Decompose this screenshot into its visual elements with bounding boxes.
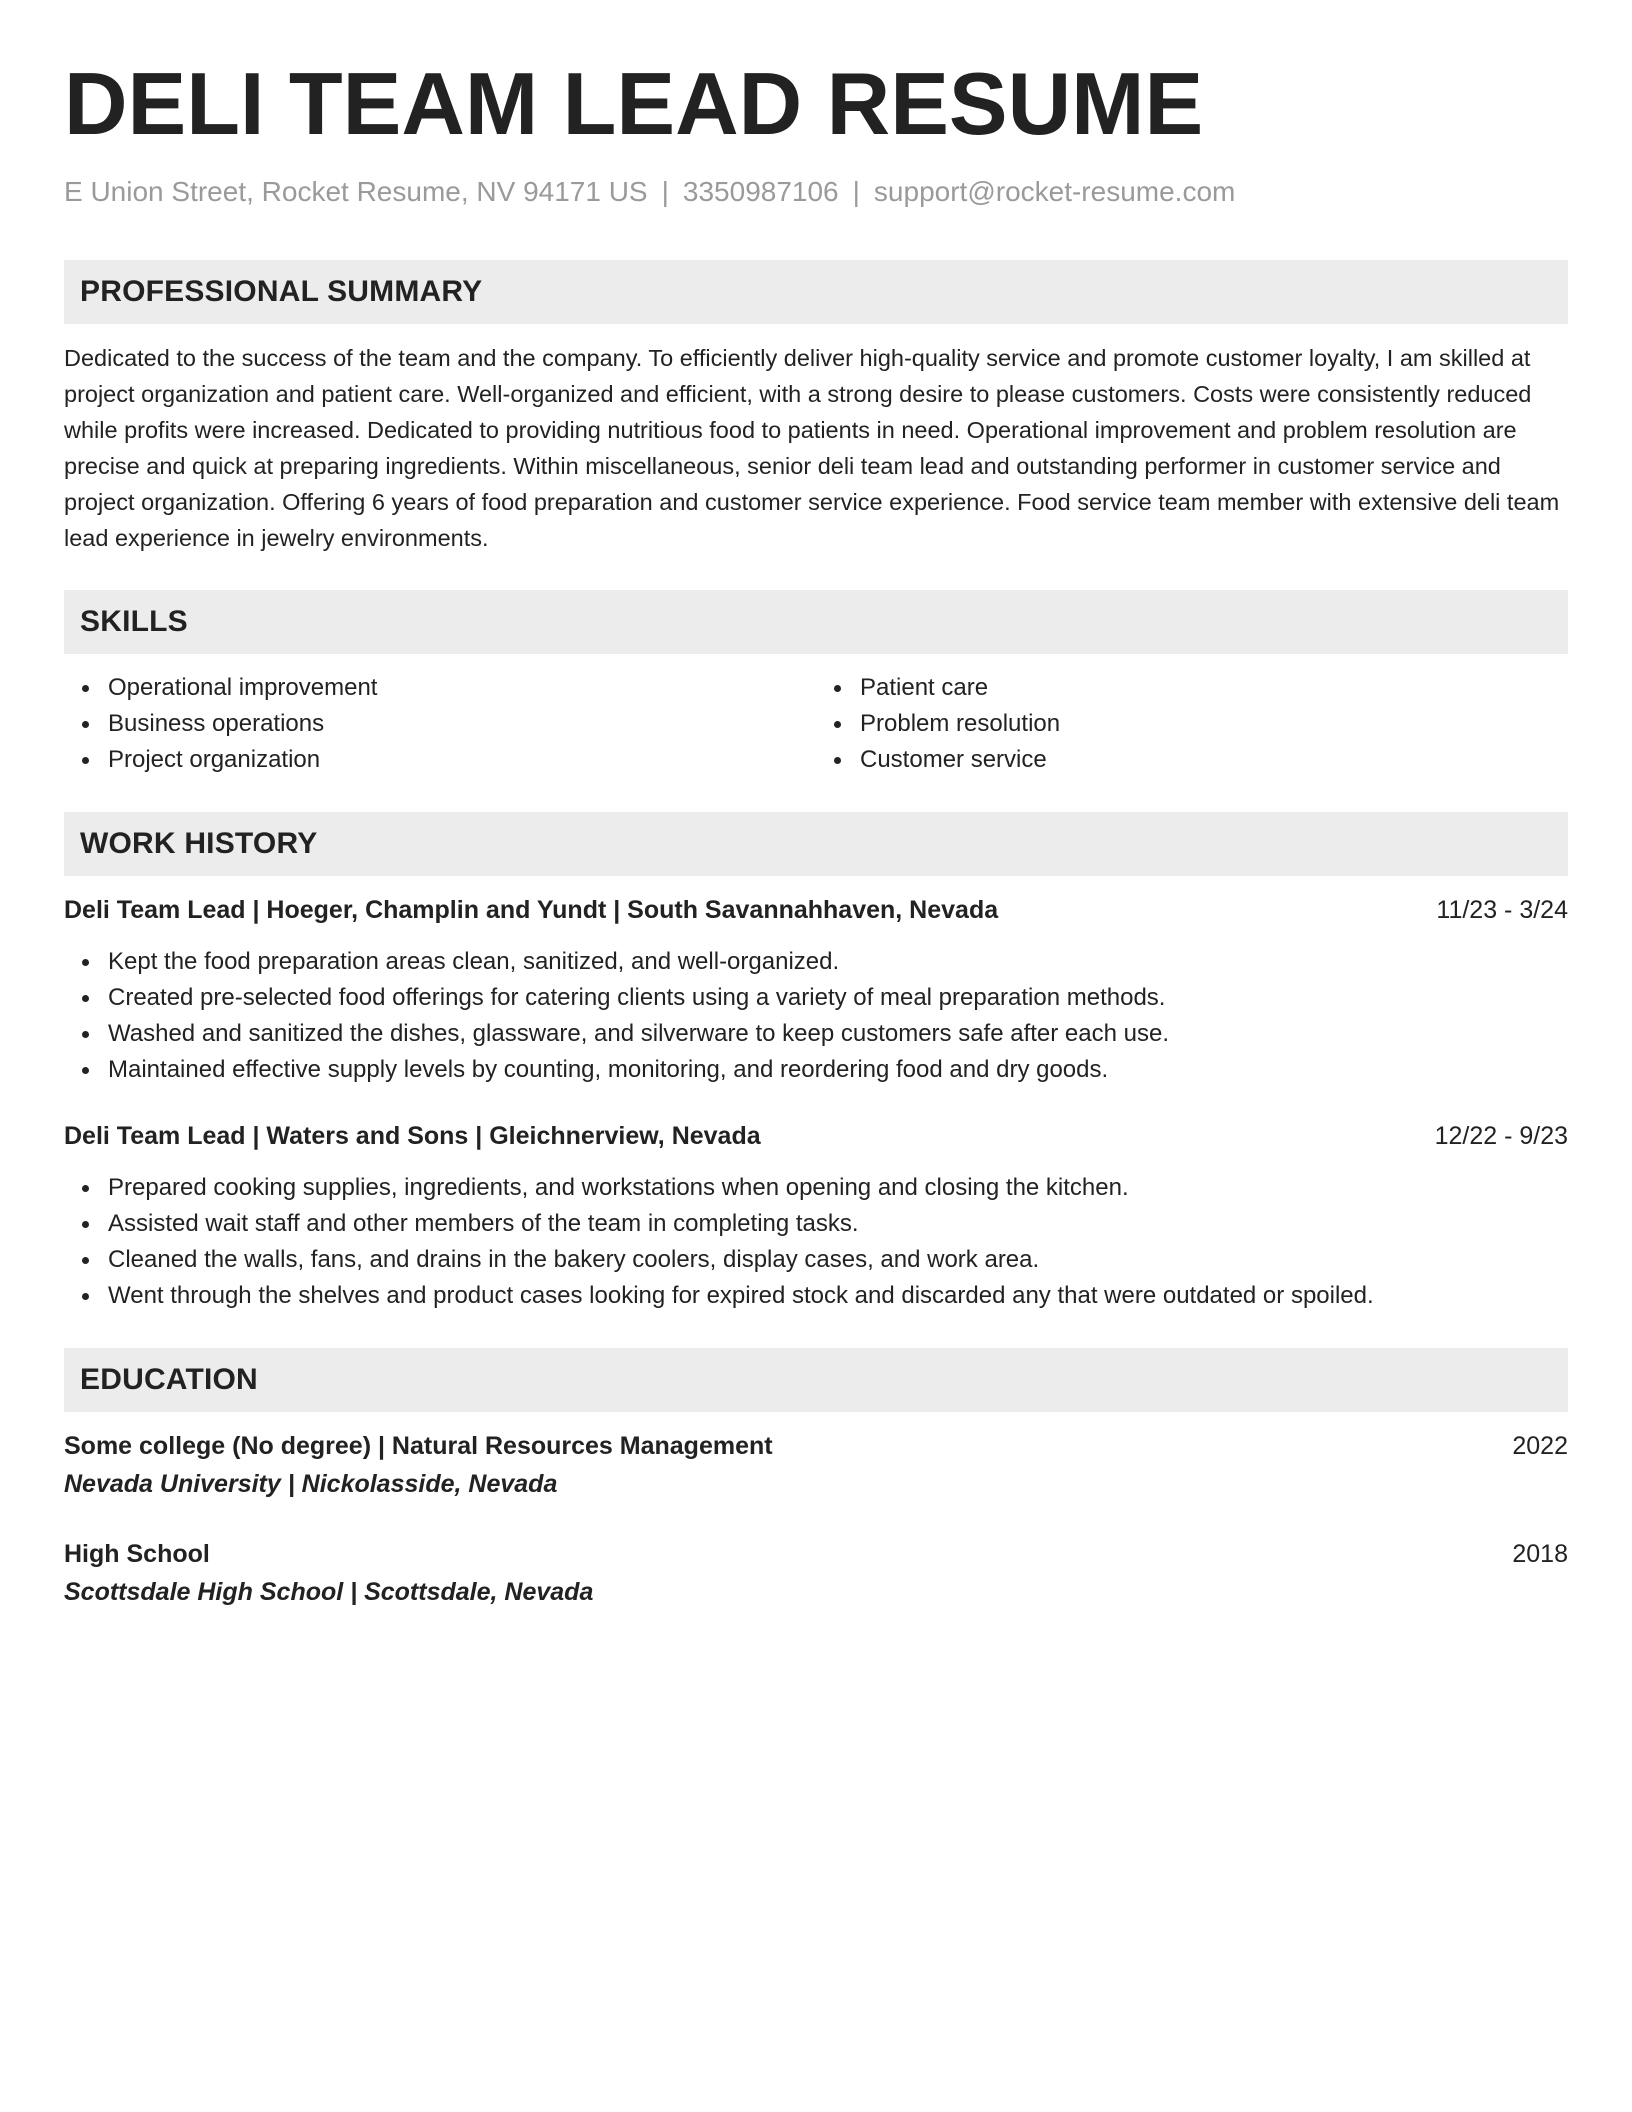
job-bullet: Prepared cooking supplies, ingredients, and workstations when opening and closing the kitchen. bbox=[108, 1170, 1568, 1206]
skills-list bbox=[64, 670, 1568, 778]
contact-email: support@rocket-resume.com bbox=[873, 176, 1236, 207]
skill-item: Business operations bbox=[108, 706, 816, 742]
education-entry bbox=[64, 1428, 1568, 1502]
education-degree: High School bbox=[64, 1540, 210, 1568]
job-bullet-list bbox=[64, 944, 1568, 1088]
job-header bbox=[64, 892, 1568, 928]
job-bullet: Went through the shelves and product cases looking for expired stock and discarded any that were outdated or spoiled. bbox=[108, 1278, 1568, 1314]
skills-section-header: SKILLS bbox=[64, 590, 1568, 654]
job-dates: 11/23 - 3/24 bbox=[1436, 896, 1568, 924]
job-bullet: Created pre-selected food offerings for catering clients using a variety of meal preparation methods. bbox=[108, 980, 1568, 1016]
job-bullet: Maintained effective supply levels by counting, monitoring, and reordering food and dry goods. bbox=[108, 1052, 1568, 1088]
education-degree: Some college (No degree) | Natural Resources Management bbox=[64, 1432, 773, 1460]
skills-column-left bbox=[64, 670, 816, 778]
job-header bbox=[64, 1118, 1568, 1154]
work-history-section-header: WORK HISTORY bbox=[64, 812, 1568, 876]
job-title: Deli Team Lead | Hoeger, Champlin and Yundt | South Savannahhaven, Nevada bbox=[64, 896, 999, 924]
job-bullet-list bbox=[64, 1170, 1568, 1314]
skill-item: Customer service bbox=[860, 742, 1568, 778]
education-section-header: EDUCATION bbox=[64, 1348, 1568, 1412]
job-bullet: Assisted wait staff and other members of the team in completing tasks. bbox=[108, 1206, 1568, 1242]
summary-text: Dedicated to the success of the team and the company. To efficiently deliver high-quality service and promote customer loyalty, I am skilled at project organization and patient care. Well-organized and efficient, with a strong desire to please customers. Costs were consistently reduced while profits were increased. Dedicated to providing nutritious food to patients in need. Operational improvement and problem resolution are precise and quick at preparing ingredients. Within miscellaneous, senior deli team lead and outstanding performer in customer service and project organization. Offering 6 years of food preparation and customer service experience. Food service team member with extensive deli team lead experience in jewelry environments. bbox=[64, 345, 1560, 551]
education-entry bbox=[64, 1536, 1568, 1610]
job-dates: 12/22 - 9/23 bbox=[1434, 1122, 1568, 1150]
contact-line bbox=[64, 174, 1568, 210]
job-entry bbox=[64, 1118, 1568, 1314]
education-year: 2018 bbox=[1512, 1540, 1568, 1568]
education-year: 2022 bbox=[1512, 1432, 1568, 1460]
skill-item: Operational improvement bbox=[108, 670, 816, 706]
job-bullet: Washed and sanitized the dishes, glassware, and silverware to keep customers safe after each use. bbox=[108, 1016, 1568, 1052]
contact-phone: 3350987106 bbox=[682, 176, 839, 207]
education-school: Scottsdale High School | Scottsdale, Nevada bbox=[64, 1578, 594, 1606]
skills-column-right bbox=[816, 670, 1568, 778]
education-school: Nevada University | Nickolasside, Nevada bbox=[64, 1470, 558, 1498]
job-bullet: Cleaned the walls, fans, and drains in the bakery coolers, display cases, and work area. bbox=[108, 1242, 1568, 1278]
job-title: Deli Team Lead | Waters and Sons | Gleichnerview, Nevada bbox=[64, 1122, 761, 1150]
contact-separator: | bbox=[661, 176, 669, 207]
skill-item: Project organization bbox=[108, 742, 816, 778]
education-header bbox=[64, 1536, 1568, 1572]
summary-section-header: PROFESSIONAL SUMMARY bbox=[64, 260, 1568, 324]
contact-address: E Union Street, Rocket Resume, NV 94171 US bbox=[64, 176, 648, 207]
resume-title: DELI TEAM LEAD RESUME bbox=[64, 54, 1204, 153]
education-header bbox=[64, 1428, 1568, 1464]
job-entry bbox=[64, 892, 1568, 1088]
contact-separator: | bbox=[852, 176, 860, 207]
skill-item: Patient care bbox=[860, 670, 1568, 706]
skill-item: Problem resolution bbox=[860, 706, 1568, 742]
job-bullet: Kept the food preparation areas clean, sanitized, and well-organized. bbox=[108, 944, 1568, 980]
